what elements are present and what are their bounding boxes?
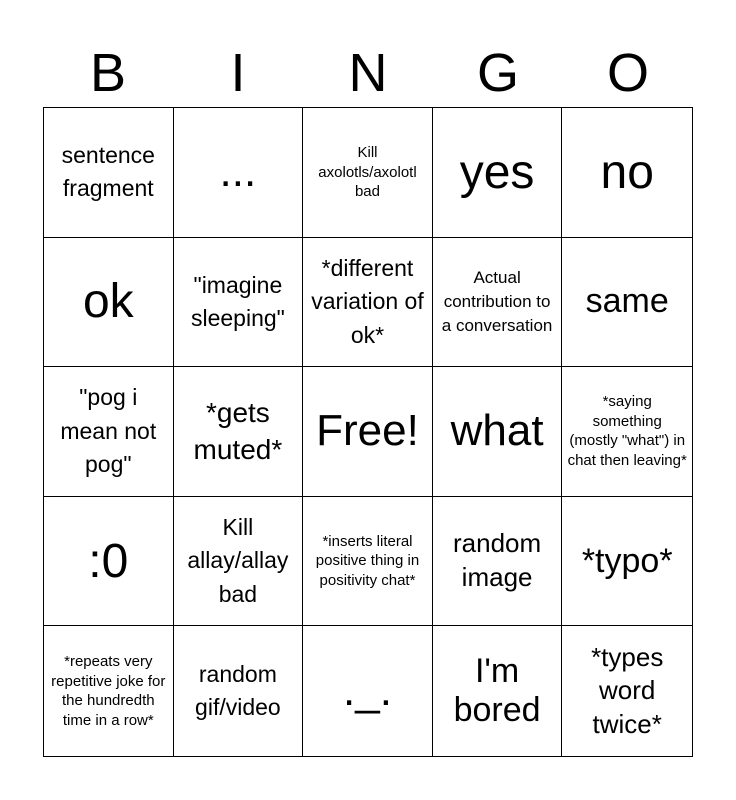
bingo-cell-text: *gets muted* bbox=[193, 396, 283, 466]
bingo-cell-text: *typo* bbox=[581, 541, 673, 580]
bingo-cell[interactable] bbox=[44, 238, 174, 368]
bingo-cell[interactable] bbox=[303, 238, 433, 368]
bingo-cell[interactable] bbox=[303, 497, 433, 627]
bingo-cell-text: random image bbox=[453, 528, 542, 593]
bingo-cell[interactable] bbox=[44, 497, 174, 627]
header-letter-b: B bbox=[89, 43, 127, 103]
bingo-cell[interactable] bbox=[562, 367, 692, 497]
bingo-cell-text: *different variation of ok* bbox=[311, 254, 424, 348]
bingo-cell-text: *types word twice* bbox=[591, 641, 664, 740]
bingo-cell[interactable] bbox=[562, 626, 692, 756]
bingo-cell[interactable] bbox=[174, 238, 304, 368]
bingo-cell-text: Kill allay/allay bad bbox=[187, 514, 289, 607]
bingo-cell-text: "pog i mean not pog" bbox=[60, 384, 157, 478]
bingo-cell[interactable] bbox=[44, 367, 174, 497]
bingo-cell-text: same bbox=[585, 282, 669, 321]
bingo-cell[interactable] bbox=[562, 108, 692, 238]
bingo-cell[interactable] bbox=[433, 108, 563, 238]
bingo-cell[interactable] bbox=[303, 626, 433, 756]
bingo-cell[interactable] bbox=[433, 626, 563, 756]
bingo-board bbox=[43, 107, 693, 757]
bingo-cell-text: Kill axolotls/axolotl bad bbox=[318, 144, 417, 201]
bingo-cell-text: :0 bbox=[88, 534, 129, 588]
bingo-cell-text: *inserts literal positive thing in positivity chat* bbox=[315, 532, 420, 589]
header-letter-g: G bbox=[476, 43, 519, 103]
bingo-cell[interactable] bbox=[174, 108, 304, 238]
bingo-cell-text: *repeats very repetitive joke for the hundredth time in a row* bbox=[51, 653, 166, 729]
bingo-cell-text: ok bbox=[82, 275, 134, 329]
bingo-cell-text: ... bbox=[219, 146, 257, 196]
bingo-cell-text: Actual contribution to a conversation bbox=[441, 268, 553, 335]
bingo-cell[interactable] bbox=[174, 497, 304, 627]
bingo-cell[interactable] bbox=[44, 626, 174, 756]
bingo-cell[interactable] bbox=[562, 497, 692, 627]
bingo-cell[interactable] bbox=[44, 108, 174, 238]
bingo-cell[interactable] bbox=[433, 367, 563, 497]
header-letter-n: N bbox=[348, 43, 388, 103]
bingo-cell[interactable] bbox=[303, 108, 433, 238]
bingo-cell[interactable] bbox=[174, 367, 304, 497]
bingo-cell-text: ._. bbox=[343, 665, 392, 715]
bingo-cell[interactable] bbox=[433, 238, 563, 368]
bingo-cell[interactable] bbox=[562, 238, 692, 368]
bingo-cell-text: I'm bored bbox=[453, 652, 541, 730]
header-letter-i: I bbox=[230, 43, 246, 103]
bingo-cell-text: *saying something (mostly "what") in chat then leaving* bbox=[567, 393, 687, 469]
bingo-cell-text: "imagine sleeping" bbox=[190, 271, 285, 331]
header-letter-o: O bbox=[606, 43, 649, 103]
bingo-cell[interactable] bbox=[174, 626, 304, 756]
bingo-cell-text: Free! bbox=[316, 406, 419, 456]
bingo-header bbox=[43, 40, 693, 106]
free-space[interactable] bbox=[303, 367, 433, 497]
bingo-cell[interactable] bbox=[433, 497, 563, 627]
bingo-cell-text: random gif/video bbox=[195, 660, 281, 721]
bingo-cell-text: no bbox=[600, 145, 654, 199]
bingo-cell-text: what bbox=[450, 406, 544, 456]
bingo-cell-text: sentence fragment bbox=[61, 141, 155, 202]
bingo-cell-text: yes bbox=[459, 145, 535, 199]
